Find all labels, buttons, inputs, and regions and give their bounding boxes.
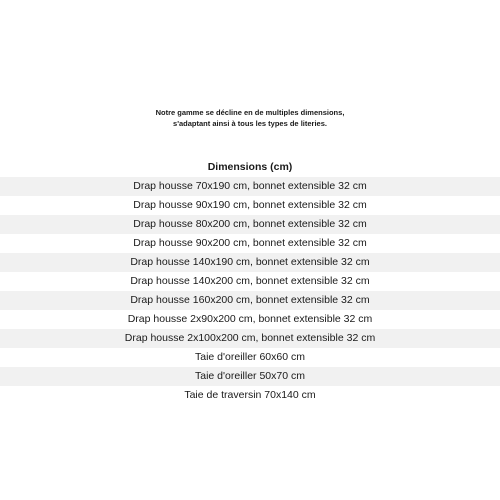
table-row: Drap housse 160x200 cm, bonnet extensible 32 cm: [0, 291, 500, 310]
table-row: Drap housse 70x190 cm, bonnet extensible 32 cm: [0, 177, 500, 196]
dimensions-heading: Dimensions (cm): [207, 161, 293, 173]
table-row: Drap housse 90x200 cm, bonnet extensible 32 cm: [133, 237, 367, 249]
table-row: Taie d'oreiller 50x70 cm: [0, 367, 500, 386]
table-row: Drap housse 140x200 cm, bonnet extensible 32 cm: [130, 275, 370, 287]
table-row: Taie d'oreiller 60x60 cm: [195, 351, 305, 363]
intro-line-2: s'adaptant ainsi à tous les types de literies.: [173, 119, 327, 128]
intro-text: [0, 107, 500, 129]
table-row: Drap housse 90x190 cm, bonnet extensible 32 cm: [133, 199, 367, 211]
table-row: Taie de traversin 70x140 cm: [184, 389, 316, 401]
table-row: Drap housse 80x200 cm, bonnet extensible 32 cm: [0, 215, 500, 234]
table-row: Drap housse 2x90x200 cm, bonnet extensible 32 cm: [127, 313, 373, 325]
table-row: Drap housse 140x190 cm, bonnet extensible 32 cm: [0, 253, 500, 272]
table-row: Drap housse 2x100x200 cm, bonnet extensible 32 cm: [0, 329, 500, 348]
intro-line-1: Notre gamme se décline en de multiples dimensions,: [155, 108, 345, 117]
dimensions-table: [0, 177, 500, 405]
